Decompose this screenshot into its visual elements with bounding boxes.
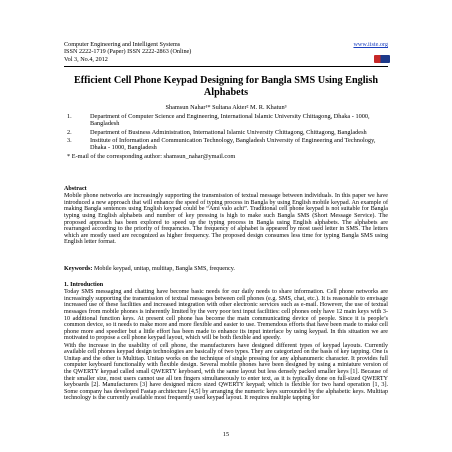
author-line: Shamsun Nahar¹* Sultana Akter² M. R. Khatun³ <box>165 104 287 111</box>
abstract-heading: Abstract <box>64 186 87 192</box>
affiliation-text: Department of Business Administration, International Islamic University Chittagong, Chittagong, Bangladesh <box>90 128 367 136</box>
page-number: 15 <box>222 431 230 438</box>
introduction-section <box>64 282 388 402</box>
affiliation-item <box>64 129 388 136</box>
volume-line: Vol 3, No.4, 2012 <box>64 55 108 63</box>
affiliation-number: 1. <box>67 113 72 120</box>
journal-header <box>64 41 388 63</box>
affiliation-number: 3. <box>67 136 72 144</box>
header-divider <box>64 66 388 67</box>
journal-url-link[interactable]: www.iiste.org <box>353 41 388 48</box>
affiliation-number: 2. <box>67 128 72 136</box>
affiliation-text: Department of Computer Science and Engineering, International Islamic University Chittagong, Dhaka - 1000, Bangladesh <box>90 113 370 128</box>
affiliation-text: Institute of Information and Communication Technology, Bangladesh University of Engineering and Technology, Dhaka - 1000, Bangladesh <box>90 136 376 152</box>
abstract-text: Mobile phone networks are increasingly supporting the transmission of textual message between individuals. In this paper we have introduced a new approach that will enhance the speed of typing process in Bangla by using English mobile keypad. An example of making Bangla sentences using English keypad could be “Ami valo achi”. Traditional cell phone keypad is not suitable for Bangla typing using English alphabets and number of key pressing is high to make such Bangla SMS (Short Message Service). The proposed approach has been explored to speed up the typing process in Bangla using English alphabets. The alphabets are rearranged according to the priority of frequencies. The frequency of alphabet is appeared by most used letter in SMS. The letters which are mostly used are recognized as higher frequency. The proposed design consumes less time for typing Bangla SMS using English letter format. <box>64 193 388 246</box>
affiliation-item <box>64 137 388 151</box>
keywords-label: Keywords: <box>64 266 93 272</box>
introduction-paragraph: With the increase in the usability of cell phone, the manufacturers have designed different types of keypad layouts. Currently available cell phones keypad design technologies are basically of two types. They are categorized on the basis of key tapping. One is Unitap and the other is Multitap. Unitap works on the technique of single pressing for any alphanumeric character. It provides full computer keyboard functionality with flexible design. Several mobile phones have been designed by using a miniature version of the QWERTY keypad called small QWERTY keyboard, with the same layout but less densely packed smaller keys [1]. Because of their smaller size, most users cannot use all ten fingers simultaneously to enter text, as it is typically done on full-sized QWERTY keyboards [2]. Manufacturers [3] have designed micro sized QWERTY keypad; which is flexible for two hand operation [1, 3]. Some company has developed Fastap architecture [4,5] by arranging the numeric keys surrounded by the alphabetic keys. Multitap technology is the currently available most frequently used keypad layout. It requires multiple tapping for <box>64 342 388 402</box>
keywords-section <box>64 266 388 273</box>
introduction-heading: 1. Introduction <box>64 282 104 288</box>
abstract-section <box>64 186 388 247</box>
introduction-paragraph: Today SMS messaging and chatting have become basic needs for our daily needs to share information. Cell phone networks are increasingly supporting the transmission of textual messages between cell phones (e.g. SMS, chat, etc.). It is reasonable to envisage increased use of these facilities and increased integration with other electronic services such as e-mail. However, the use of textual messages from mobile phones is inherently limited by the very poor text input facilities: cell phones only have 12 main keys with 3-10 additional function keys. At present cell phone has become the main communicating device of people. Since it is people’s common device, so it needs to make more and more flexible and easier to use. Tremendous efforts that have been made to make cell phone more and speedier but a little effort has been made to enhance its input interface by using keypad. In this situation we are motivated to propose a cell phone keypad layout, which will be both flexible and speedy. <box>64 289 388 342</box>
affiliation-item <box>64 113 388 127</box>
journal-logo-icon <box>374 55 390 63</box>
corresponding-author: * E-mail of the corresponding author: shamsun_nahar@ymail.com <box>67 152 236 160</box>
journal-name: Computer Engineering and Intelligent Systems <box>64 41 181 48</box>
affiliations <box>64 113 388 160</box>
issn-line: ISSN 2222-1719 (Paper) ISSN 2222-2863 (Online) <box>64 48 192 56</box>
paper-title: Efficient Cell Phone Keypad Designing for Bangla SMS Using English Alphabets <box>73 75 379 99</box>
keywords-text: Mobile keypad, unitap, multitap, Bangla SMS, frequency. <box>92 266 235 272</box>
